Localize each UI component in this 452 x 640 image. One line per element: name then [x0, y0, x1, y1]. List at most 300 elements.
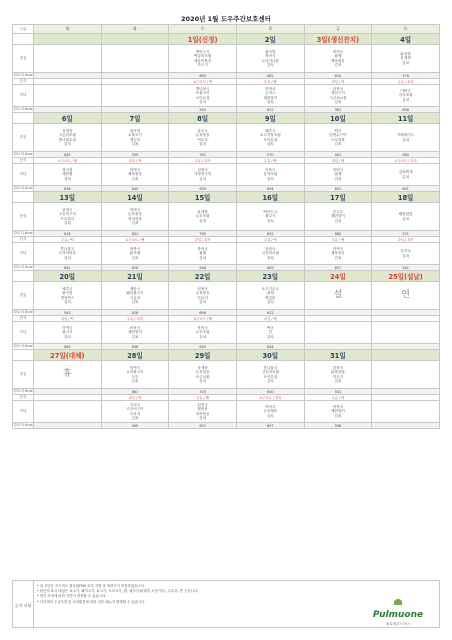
kcal-value: 691 [304, 186, 372, 192]
dinner-row [13, 322, 440, 344]
menu-item: 김치 [402, 137, 410, 142]
date-cell: 21일 [101, 271, 169, 282]
menu-item: 가자미구이 [193, 172, 212, 177]
kcal-value [34, 423, 102, 429]
dinner-menu-cell [169, 164, 237, 186]
date-cell: 6일 [34, 113, 102, 124]
dinner-row [13, 85, 440, 107]
date-cell: 29일 [169, 350, 237, 361]
notice-line: * 현지 사정에 따라 식단이 변경될 수 있습니다. [37, 594, 107, 599]
menu-item: 김치찌개 [398, 170, 413, 175]
menu-item: 제육볶음 [331, 251, 345, 256]
kcal-label: 칼로리 Kcal [13, 186, 33, 190]
snack-cell: 과일 / 과자 [169, 237, 237, 243]
menu-item: 김치 [131, 220, 139, 225]
menu-item: 김치 [199, 334, 207, 339]
menu-item: 돈육제육 [263, 409, 278, 414]
kcal-value: 694 [236, 186, 304, 192]
lunch-menu-cell [304, 124, 372, 152]
dinner-menu-cell [169, 243, 237, 265]
dinner-menu-cell [34, 85, 102, 107]
menu-item: 소불고기 [128, 133, 142, 138]
lunch-menu-cell [101, 45, 169, 73]
kcal-label: 칼로리 Kcal [13, 73, 33, 77]
menu-item: 닭곰탕 [400, 51, 411, 56]
brand-logo [363, 591, 433, 627]
kcal-value: 570 [236, 152, 304, 158]
date-cell: 20일 [34, 271, 102, 282]
menu-item: 배추국 [62, 286, 73, 291]
lunch-menu-cell [34, 203, 102, 231]
menu-item: 김치 [131, 176, 139, 181]
menu-item: 깍두기 [197, 62, 208, 67]
kcal-value: 644 [236, 344, 304, 350]
menu-item: 어묵국 [400, 88, 411, 93]
date-row [13, 271, 440, 282]
menu-item: 된장국 [62, 207, 73, 212]
lunch-row [13, 203, 440, 231]
date-row-label [13, 350, 34, 361]
header-day-wed: 수 [169, 25, 237, 34]
dinner-menu-cell [372, 243, 440, 265]
menu-item: 고등어구이 [126, 407, 144, 412]
menu-item: 오징어볶음 [58, 251, 76, 256]
snack-cell: 요구르트 / 빵 [34, 158, 102, 164]
kcal-label: 칼로리 Kcal [13, 152, 33, 156]
date-row [13, 350, 440, 361]
menu-item: 김치 [334, 99, 342, 104]
menu-item: 콩나물무침 [58, 137, 76, 142]
menu-item: 계란찜 [62, 172, 73, 177]
dinner-menu-cell [304, 85, 372, 107]
date-cell: 31일 [304, 350, 372, 361]
snack-cell: 요구르트 / 과자 [372, 158, 440, 164]
menu-item: 시금치나물 [329, 95, 347, 100]
menu-item: 김치 [199, 218, 207, 223]
dinner-kcal-row [13, 423, 440, 429]
menu-item: 감자국 [400, 249, 411, 254]
date-cell [372, 350, 440, 361]
lunch-menu-cell [304, 361, 372, 389]
lunch-label: 점심 [13, 361, 34, 389]
dinner-menu-cell [236, 401, 304, 423]
menu-item: 김치 [266, 378, 274, 383]
menu-item: 미역국 [332, 49, 344, 54]
menu-item: 고등어조림 [261, 251, 279, 256]
lunch-menu-cell [304, 45, 372, 73]
dinner-menu-cell [304, 164, 372, 186]
menu-item: 시금치 [129, 295, 141, 300]
kcal-value: 691 [372, 186, 440, 192]
menu-item: 된장국 [332, 365, 344, 370]
menu-item: 숙주나물 [195, 374, 210, 379]
menu-item: 임연수구이 [329, 133, 347, 138]
snack-cell: 우유 / 과자 [169, 158, 237, 164]
date-cell: 30일 [236, 350, 304, 361]
menu-item: 김치 [199, 255, 207, 260]
menu-item: 계란말이 [263, 95, 278, 100]
header-label-cell: 구분 [13, 25, 34, 34]
notice-line: * 위 식단은 푸드머스 풀무원FMS 조리 지원 및 영양사가 작성하였습니다. [37, 584, 145, 588]
menu-item: 설 [333, 290, 343, 301]
header-day-sat: 토 [372, 25, 440, 34]
menu-item: 김치 [199, 415, 207, 420]
dinner-menu-cell [169, 401, 237, 423]
menu-item: 된장국 [265, 246, 276, 251]
date-cell [101, 34, 169, 45]
kcal-value: 622 [236, 107, 304, 113]
menu-item: 김치 [199, 99, 207, 104]
kcal-value: 631 [101, 231, 169, 237]
menu-item: 돈까스 [265, 91, 276, 96]
kcal-value: 705 [169, 389, 237, 395]
kcal-value: 697 [236, 423, 304, 429]
snack-label: 간식 [13, 316, 34, 322]
kcal-value: 639 [169, 186, 237, 192]
dinner-menu-cell [101, 401, 169, 423]
menu-item: 김치 [334, 218, 342, 223]
menu-item: 김치 [63, 255, 71, 260]
dinner-menu-cell [372, 322, 440, 344]
menu-item: 북어국 [265, 54, 276, 59]
menu-item: 어묵국 [129, 246, 141, 251]
lunch-menu-cell [34, 124, 102, 152]
lunch-label: 점심 [13, 203, 34, 231]
lunch-menu-cell [372, 203, 440, 231]
menu-item: 육개장 [197, 365, 208, 370]
dinner-menu-cell [34, 322, 102, 344]
menu-item: 김치 [131, 141, 139, 146]
lunch-label: 점심 [13, 45, 34, 73]
header-day-tue: 화 [101, 25, 169, 34]
snack-cell: 과일 / 과자 [372, 237, 440, 243]
menu-item: 휴 [62, 369, 72, 380]
snack-cell: 우유 / 빵 [169, 395, 237, 401]
lunch-row [13, 282, 440, 310]
dinner-label: 저녁 [13, 401, 34, 423]
menu-item: 불고기 [62, 330, 73, 335]
menu-item: 순두부 [332, 209, 344, 214]
date-row-label [13, 113, 34, 124]
kcal-value: 782 [169, 152, 237, 158]
menu-item: 닭볶음탕 [331, 370, 345, 375]
date-cell: 4일 [372, 34, 440, 45]
kcal-value: 680 [304, 231, 372, 237]
menu-item: 무생채 [400, 56, 411, 61]
menu-item: 김치 [402, 174, 410, 179]
menu-item: 김치 [402, 97, 410, 102]
snack-label: 간식 [13, 237, 34, 243]
menu-item: 돈육볶음 [195, 291, 210, 296]
dinner-menu-cell [101, 85, 169, 107]
date-row-label [13, 192, 34, 203]
kcal-value: 561 [304, 152, 372, 158]
lunch-menu-cell [101, 203, 169, 231]
menu-item: 돼지불고기 [126, 291, 144, 296]
snack-cell: 두유 / 떡 [236, 237, 304, 243]
menu-item: 육개장 [197, 209, 208, 214]
lunch-menu-cell [101, 282, 169, 310]
brand-subtitle: 풀무원푸드머스 [385, 622, 411, 626]
menu-item: 콩나물국 [263, 365, 278, 370]
lunch-row [13, 45, 440, 73]
kcal-value: 645 [101, 186, 169, 192]
menu-item: 김치 [131, 415, 139, 420]
menu-item: 미역국 [129, 207, 141, 212]
lunch-menu-cell [372, 45, 440, 73]
date-cell: 1일(신정) [169, 34, 237, 45]
date-row-label [13, 34, 34, 45]
dinner-menu-cell [372, 164, 440, 186]
menu-item: 어묵국 [332, 404, 344, 409]
dinner-menu-cell [34, 164, 102, 186]
lunch-label: 점심 [13, 282, 34, 310]
dinner-menu-cell [304, 243, 372, 265]
menu-item: 감자조림 [398, 93, 413, 98]
menu-item: 돈육볶음 [195, 133, 210, 138]
dinner-menu-cell [169, 85, 237, 107]
dinner-menu-cell [372, 85, 440, 107]
menu-item: 김치 [131, 334, 139, 339]
lunch-menu-cell [101, 124, 169, 152]
kcal-label: 칼로리 Kcal [13, 423, 33, 427]
menu-item: 고등어조림 [261, 370, 279, 375]
lunch-menu-cell [304, 203, 372, 231]
lunch-menu-cell [372, 124, 440, 152]
menu-item: 잡채 [199, 251, 207, 256]
menu-item: 김치 [334, 413, 342, 418]
menu-item: 미역국 [265, 86, 276, 91]
date-cell: 11일 [372, 113, 440, 124]
notice-label: 공지 사항 [13, 581, 34, 629]
menu-item: 김치 [334, 141, 342, 146]
dinner-label: 저녁 [13, 243, 34, 265]
brand-name: Pulmuone [372, 610, 424, 620]
snack-cell: 과일 / 떡 [236, 316, 304, 322]
menu-item: 떡국 [334, 128, 342, 133]
menu-item: 청국장 [62, 167, 73, 172]
menu-item: 김치 [334, 62, 342, 67]
menu-item: 돈육볶음 [128, 212, 142, 217]
dinner-menu-cell [34, 401, 102, 423]
menu-item: 새송이볶음 [193, 58, 212, 63]
dinner-menu-cell [372, 401, 440, 423]
notice-line: * 식자재의 수급사정 및 조리환경에 따라 일부 메뉴가 변경될 수 있습니다. [37, 599, 146, 604]
menu-item: 해물덮밥 [398, 212, 413, 217]
menu-item: 소고기장조림 [259, 133, 281, 138]
dinner-row [13, 243, 440, 265]
menu-item: 배추국 [265, 128, 276, 133]
snack-cell: 요구르트 / 떡 [169, 79, 237, 85]
menu-item: 두부조림 [195, 214, 210, 219]
notice-list [37, 584, 357, 605]
dinner-menu-cell [304, 401, 372, 423]
kcal-value: 645 [34, 152, 102, 158]
date-row [13, 192, 440, 203]
menu-item: 김치 [63, 220, 71, 225]
menu-item: 된장국 [197, 167, 208, 172]
kcal-value: 685 [169, 73, 237, 79]
dinner-menu-cell [236, 85, 304, 107]
kcal-value: 600 [236, 389, 304, 395]
dinner-menu-cell [169, 322, 237, 344]
snack-cell: 우유 / 떡 [34, 237, 102, 243]
kcal-value: 663 [34, 344, 102, 350]
menu-item: 잡채 [266, 291, 274, 296]
dinner-menu-cell [101, 322, 169, 344]
date-row [13, 34, 440, 45]
menu-item: 오이무침 [263, 137, 278, 142]
menu-item: 떡갈비 [265, 295, 276, 300]
kcal-value: 578 [372, 73, 440, 79]
menu-item: 떡만두국 [195, 49, 210, 54]
kcal-value: 559 [101, 152, 169, 158]
date-cell: 17일 [304, 192, 372, 203]
menu-item: 잡곡밥 [129, 128, 141, 133]
menu-item: 미역국 [332, 246, 344, 251]
menu-item: 김치 [402, 253, 410, 258]
date-cell: 27일(대체) [34, 350, 102, 361]
menu-item: 연두부 [197, 137, 208, 142]
kcal-value: 561 [304, 107, 372, 113]
menu-item: 콩나물국 [195, 86, 210, 91]
menu-item: 불고기 [265, 214, 276, 219]
menu-item: 호박볶음 [195, 411, 210, 416]
date-cell: 23일 [236, 271, 304, 282]
date-cell: 28일 [101, 350, 169, 361]
menu-item: 계란말이 [331, 214, 345, 219]
menu-item: 전 [268, 330, 273, 335]
menu-item: 북어국 [197, 325, 208, 330]
kcal-value: 636 [101, 344, 169, 350]
lunch-menu-cell [169, 361, 237, 389]
kcal-value: 636 [34, 186, 102, 192]
kcal-label: 칼로리 Kcal [13, 265, 33, 269]
menu-item: 브로콜리 [60, 216, 75, 221]
kcal-value: 616 [34, 231, 102, 237]
menu-item: 돈육볶음 [195, 370, 210, 375]
menu-item: 김치 [266, 176, 274, 181]
menu-item: 김치 [131, 378, 139, 383]
dinner-menu-cell [236, 322, 304, 344]
menu-item: 잡곡밥 [62, 291, 73, 296]
kcal-value: 682 [236, 73, 304, 79]
lunch-label: 점심 [13, 124, 34, 152]
date-row [13, 113, 440, 124]
menu-item: 깍두기 [332, 374, 344, 379]
lunch-menu-cell [372, 282, 440, 310]
kcal-value: 598 [304, 423, 372, 429]
menu-item: 김치 [266, 334, 274, 339]
kcal-value: 610 [304, 73, 372, 79]
menu-item: 김치 [131, 299, 139, 304]
date-cell: 13일 [34, 192, 102, 203]
page-title: 2020년 1월 도우주간보호센터 [181, 15, 271, 23]
dinner-label: 저녁 [13, 85, 34, 107]
header-day-thu: 목 [236, 25, 304, 34]
date-cell: 7일 [101, 113, 169, 124]
snack-cell: 두유 / 빵 [236, 158, 304, 164]
lunch-menu-cell [34, 361, 102, 389]
lunch-menu-cell [169, 203, 237, 231]
menu-item: 김치 [199, 299, 207, 304]
menu-item: 떡갈비조림 [193, 54, 212, 59]
menu-item: 북어국 [265, 404, 276, 409]
menu-item: 김치 [63, 141, 71, 146]
menu-item: 김치 [266, 218, 274, 223]
date-cell: 14일 [101, 192, 169, 203]
snack-cell: 두유 / 과자 [372, 79, 440, 85]
menu-item: 김치 [63, 176, 71, 181]
snack-cell: 과일 / 떡 [34, 316, 102, 322]
menu-item: 오이무침 [195, 95, 210, 100]
menu-item: 오이무침 [263, 374, 278, 379]
dinner-row [13, 401, 440, 423]
menu-item: 김치 [266, 413, 274, 418]
kcal-value: 626 [101, 310, 169, 316]
menu-item: 계란국 [129, 286, 141, 291]
snack-cell: 과일 / 떡 [101, 158, 169, 164]
kcal-value: 543 [34, 310, 102, 316]
lunch-menu-cell [169, 124, 237, 152]
menu-item: 닭조림 [129, 251, 141, 256]
menu-item: 된장국 [197, 402, 208, 407]
date-cell: 25일(설날) [372, 271, 440, 282]
menu-item: 깻잎지 [129, 137, 141, 142]
dinner-menu-cell [236, 164, 304, 186]
lunch-menu-cell [34, 45, 102, 73]
menu-item: 잡채 [334, 54, 342, 59]
menu-item: 김치 [402, 60, 410, 65]
menu-item: 김치 [266, 99, 274, 104]
kcal-value: 681 [101, 389, 169, 395]
menu-item: 도라지나물 [261, 58, 279, 63]
menu-item: 계란말이 [128, 330, 142, 335]
meal-plan-body [13, 34, 440, 429]
menu-item: 김치 [334, 255, 342, 260]
menu-item: 고등어구이 [58, 212, 76, 217]
snack-label: 간식 [13, 79, 34, 85]
menu-item: 소고기무국 [261, 286, 279, 291]
kcal-value: 640 [169, 344, 237, 350]
menu-item: 제육볶음 [128, 172, 142, 177]
menu-item: 김치 [199, 141, 207, 146]
menu-item: 고등어조림 [58, 133, 76, 138]
kcal-value [372, 423, 440, 429]
menu-item: 단무지 [197, 295, 208, 300]
date-cell: 2일 [236, 34, 304, 45]
date-cell: 24일 [304, 271, 372, 282]
snack-cell: 우유 / 과자 [101, 316, 169, 322]
menu-item: 김치 [334, 378, 342, 383]
snack-cell: 과일 / 떡 [101, 395, 169, 401]
menu-item: 멸치볶음 [128, 216, 142, 221]
menu-item: 유부국 [197, 128, 208, 133]
menu-item: 김치 [402, 216, 410, 221]
header-day-mon: 월 [34, 25, 102, 34]
lunch-menu-cell [169, 282, 237, 310]
date-cell: 10일 [304, 113, 372, 124]
date-cell: 16일 [236, 192, 304, 203]
dinner-menu-cell [101, 164, 169, 186]
menu-item: 김치 [334, 176, 342, 181]
menu-item: 떡만두국 [263, 209, 278, 214]
kcal-value: 580 [372, 152, 440, 158]
date-cell: 18일 [372, 192, 440, 203]
menu-item: 연 [401, 290, 410, 301]
kcal-label: 칼로리 Kcal [13, 310, 33, 314]
menu-item: 김치 [199, 378, 207, 383]
